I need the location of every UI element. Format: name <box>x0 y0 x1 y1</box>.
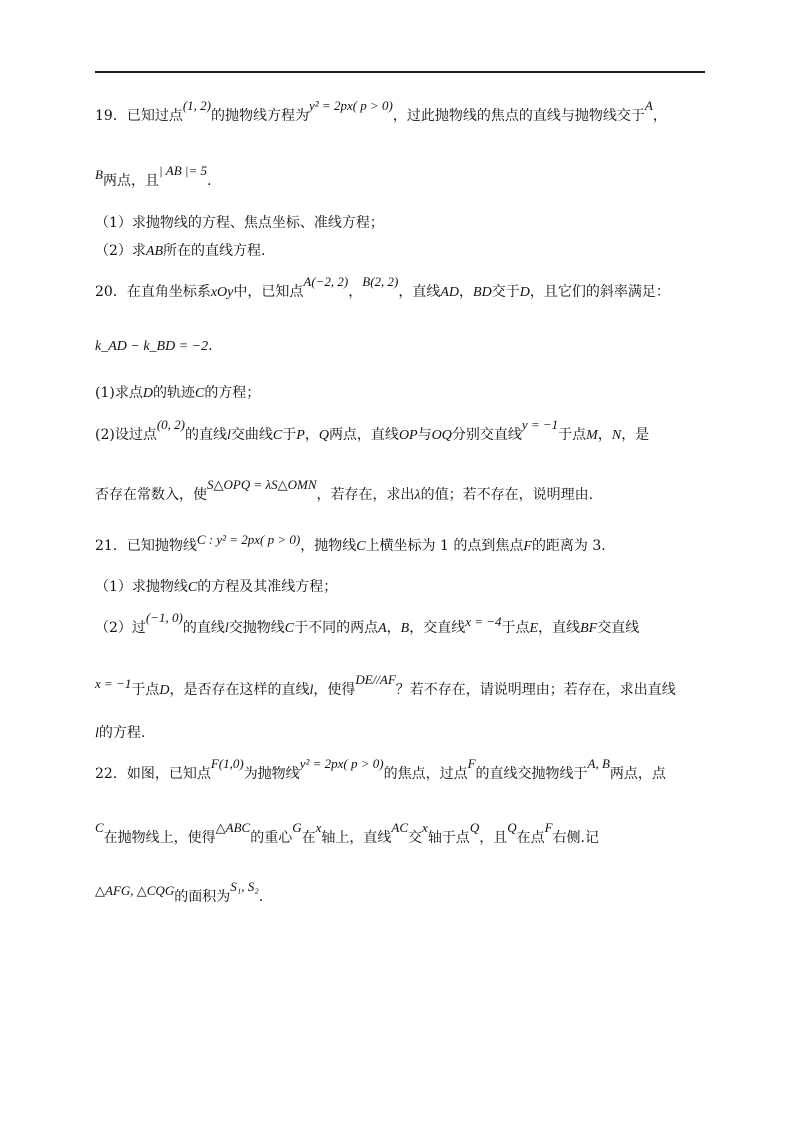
q20-part-2: (2)设过点(0, 2)的直线l交曲线C于P，Q两点，直线OP与OQ分别交直线y = −1于点M，N，是 <box>95 417 650 443</box>
area-ratio: S△OPQ = λS△OMN <box>207 477 317 492</box>
q20-line-4: 否存在常数入，使S△OPQ = λS△OMN，若存在，求出λ的值；若不存在，说明理由. <box>95 477 594 503</box>
point-B: B <box>95 167 103 182</box>
point-A: A <box>644 98 653 113</box>
q20-part-1: (1)求点D的轨迹C的方程； <box>95 385 261 401</box>
header-rule <box>95 71 705 73</box>
q19-line-1: 19．已知过点(1, 2)的抛物线方程为y² = 2px( p > 0)，过此抛物线的焦点的直线与抛物线交于A， <box>95 98 667 124</box>
ab-length: | AB |= 5 <box>158 163 208 178</box>
q21-line-1: 21．已知抛物线C : y² = 2px( p > 0)，抛物线C上横坐标为 1 的点到焦点F的距离为 3. <box>95 532 606 554</box>
q19-line-2: B两点，且| AB |= 5. <box>95 163 212 189</box>
q21-part-2: （2）过(−1, 0)的直线l交抛物线C于不同的两点A，B，交直线x = −4于点E，直线BF交直线 <box>95 610 640 636</box>
q20-line-2: k_AD − k_BD = −2. <box>95 338 213 354</box>
q21-line-5: l的方程. <box>95 725 146 741</box>
q21-part-1: （1）求抛物线C的方程及其准线方程； <box>95 579 338 595</box>
q20-line-1: 20．在直角坐标系xOy中，已知点A(−2, 2)，B(2, 2)，直线AD，BD交于D，且它们的斜率满足： <box>95 274 670 300</box>
slope-condition: k_AD − k_BD = −2 <box>95 339 209 354</box>
q21-line-4: x = −1于点D，是否存在这样的直线l，使得DE//AF？若不存在，请说明理由；若存在，求出直线 <box>95 672 676 698</box>
point-1-2: (1, 2) <box>182 98 211 113</box>
q22-line-2: C在抛物线上，使得△ABC的重心G在x轴上，直线AC交x轴于点Q，且Q在点F右侧.记 <box>95 820 599 846</box>
q19-part-1: （1）求抛物线的方程、焦点坐标、准线方程； <box>95 215 384 231</box>
q22-line-1: 22．如图，已知点F(1,0)为抛物线y² = 2px( p > 0)的焦点，过点F的直线交抛物线于A, B两点，点 <box>95 756 666 782</box>
parabola-equation: y² = 2px( p > 0) <box>309 98 393 113</box>
q22-line-3: △AFG, △CQG的面积为S₁, S₂. <box>95 879 264 905</box>
q19-part-2: （2）求AB所在的直线方程. <box>95 243 266 259</box>
